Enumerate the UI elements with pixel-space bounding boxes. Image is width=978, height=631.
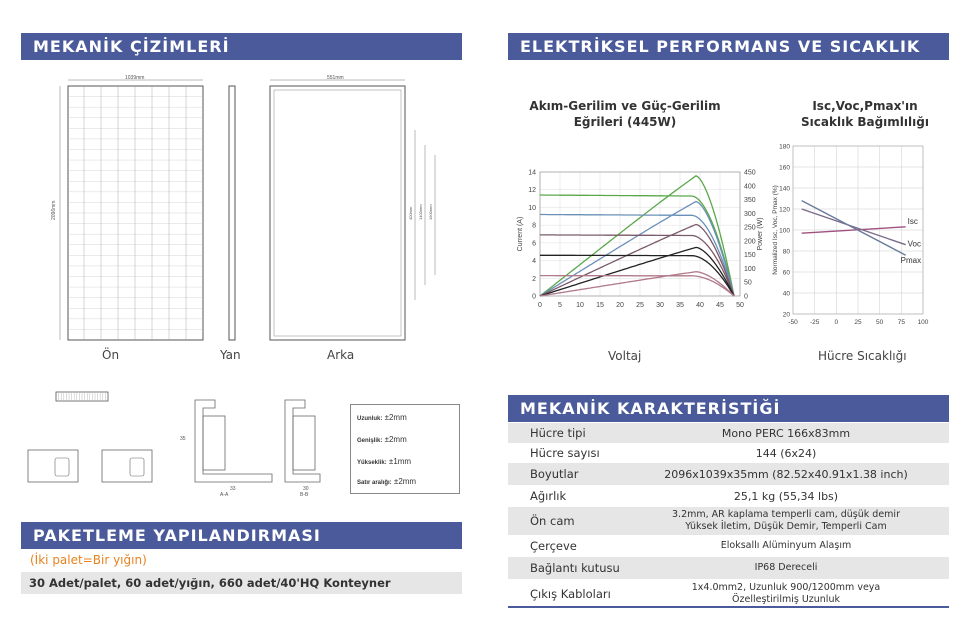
table-row <box>508 423 949 443</box>
back-dim-1: 400mm <box>408 206 413 220</box>
side-view-outline <box>229 86 235 340</box>
y-left-axis-label: Current (A) <box>517 216 524 252</box>
spec-key: Hücre tipi <box>508 423 623 443</box>
temp-xlabel: Hücre Sıcaklığı <box>818 349 907 363</box>
back-dim-2: 1400mm <box>418 204 423 220</box>
iv-chart <box>510 160 770 350</box>
table-row <box>508 485 949 507</box>
section-dim-height: 35 <box>180 436 186 442</box>
x-tick-label: 15 <box>596 302 604 309</box>
tolerance-row-spacing: Satır aralığı: ±2mm <box>357 477 417 486</box>
spec-key: Ağırlık <box>530 489 567 503</box>
mechanical-drawings-header: MEKANİK ÇİZİMLERİ <box>21 33 462 60</box>
x-tick-label: 40 <box>696 302 704 309</box>
spec-key: Çıkış Kabloları <box>530 587 611 601</box>
iv-chart-title: Akım-Gerilim ve Güç-Gerilim Eğrileri (445W) <box>529 99 721 129</box>
y-right-tick-label: 150 <box>744 252 756 260</box>
packaging-note: (İki palet=Bir yığın) <box>30 553 147 567</box>
front-view-label: Ön <box>102 348 120 362</box>
y-tick-label: 80 <box>782 248 790 256</box>
y-right-tick-label: 50 <box>744 279 752 287</box>
front-panel-rows <box>68 97 203 330</box>
table-row <box>508 557 949 579</box>
section-drawings <box>20 390 365 500</box>
x-tick-label: 75 <box>897 319 905 326</box>
electrical-performance-header: ELEKTRİKSEL PERFORMANS VE SICAKLIK <box>508 33 949 60</box>
tolerance-length: Uzunluk: ±2mm <box>357 413 407 422</box>
mechanical-specs-header: MEKANİK KARAKTERİSTİĞİ <box>508 395 949 422</box>
section-aa-label: A-A <box>220 492 229 498</box>
spec-value: 3.2mm, AR kaplama temperli cam, düşük demir Yüksek İletim, Düşük Demir, Temperli Cam <box>623 507 949 535</box>
x-tick-label: 25 <box>636 302 644 309</box>
y-left-tick-label: 12 <box>528 187 536 195</box>
table-row <box>508 535 949 557</box>
y-tick-label: 180 <box>779 143 790 151</box>
spec-key: Boyutlar <box>508 463 623 485</box>
detail-middle <box>102 450 152 482</box>
table-row <box>508 443 949 463</box>
y-axis-label: Normalized Isc, Voc, Pmax (%) <box>772 185 779 275</box>
spec-key: Ön cam <box>508 507 623 535</box>
packaging-detail: 30 Adet/palet, 60 adet/yığın, 660 adet/40'HQ Konteyner <box>21 572 462 594</box>
series-label-isc: Isc <box>907 216 918 226</box>
series-label-voc: Voc <box>907 239 922 249</box>
spec-value: 25,1 kg (55,34 lbs) <box>733 489 839 503</box>
x-tick-label: -50 <box>788 319 798 326</box>
tolerance-height: Yükseklik: ±1mm <box>357 457 412 466</box>
iv-xlabel: Voltaj <box>608 349 642 363</box>
y-tick-label: 100 <box>779 227 790 235</box>
x-tick-label: 5 <box>558 302 562 309</box>
y-left-tick-label: 8 <box>532 222 536 230</box>
y-right-tick-label: 350 <box>744 197 756 205</box>
y-right-tick-label: 250 <box>744 224 756 232</box>
back-dim-3: 1900mm <box>428 204 433 220</box>
x-tick-label: -25 <box>809 319 820 326</box>
spec-key: Hücre sayısı <box>530 446 600 460</box>
x-tick-label: 20 <box>616 302 624 309</box>
x-tick-label: 30 <box>656 302 664 309</box>
y-tick-label: 120 <box>779 206 790 214</box>
y-left-tick-label: 0 <box>532 293 536 301</box>
series-line-voc <box>802 209 906 245</box>
x-tick-label: 35 <box>676 302 684 309</box>
back-width-dim: 551mm <box>327 75 344 81</box>
x-tick-label: 10 <box>576 302 584 309</box>
y-right-tick-label: 300 <box>744 210 756 218</box>
panel-drawings <box>0 70 462 370</box>
spec-key: Bağlantı kutusu <box>508 557 623 579</box>
packaging-header: PAKETLEME YAPILANDIRMASI <box>21 522 462 549</box>
tolerance-width: Genişlik: ±2mm <box>357 435 407 444</box>
spec-value: Eloksallı Alüminyum Alaşım <box>720 540 852 551</box>
y-right-axis-label: Power (W) <box>757 217 764 251</box>
x-tick-label: 50 <box>876 319 884 326</box>
x-tick-label: 50 <box>736 302 744 309</box>
section-bb-label: B-B <box>300 492 309 498</box>
y-tick-label: 40 <box>782 290 790 298</box>
y-tick-label: 60 <box>782 269 790 277</box>
y-left-tick-label: 10 <box>528 204 536 212</box>
table-bottom-rule <box>508 606 949 608</box>
spec-value: 1x4.0mm2, Uzunluk 900/1200mm veya Özelleştirilmiş Uzunluk <box>691 582 881 605</box>
mechanical-specs-table <box>508 423 949 609</box>
y-right-tick-label: 450 <box>744 169 756 177</box>
side-view-label: Yan <box>220 348 241 362</box>
table-row <box>508 463 949 485</box>
y-right-tick-label: 400 <box>744 183 756 191</box>
x-tick-label: 0 <box>538 302 542 309</box>
spec-value: 2096x1039x35mm (82.52x40.91x1.38 inch) <box>623 463 949 485</box>
y-tick-label: 160 <box>779 164 790 172</box>
y-tick-label: 20 <box>782 311 790 319</box>
series-label-pmax: Pmax <box>900 256 922 266</box>
spec-value: Mono PERC 166x83mm <box>623 423 949 443</box>
spec-value: IP68 Dereceli <box>623 557 949 579</box>
x-tick-label: 25 <box>854 319 862 326</box>
y-left-tick-label: 4 <box>532 258 536 266</box>
temp-chart <box>768 140 943 350</box>
back-panel-outline <box>270 86 405 340</box>
spec-value: 144 (6x24) <box>755 446 817 460</box>
detail-left <box>28 450 78 482</box>
y-right-tick-label: 0 <box>744 293 748 301</box>
y-tick-label: 140 <box>779 185 790 193</box>
y-right-tick-label: 100 <box>744 265 756 273</box>
x-tick-label: 100 <box>917 319 929 326</box>
y-right-tick-label: 200 <box>744 238 756 246</box>
x-tick-label: 45 <box>716 302 724 309</box>
section-dim-width-bb: 30 <box>303 486 309 492</box>
front-height-dim: 2096mm <box>51 200 57 220</box>
y-left-tick-label: 6 <box>532 240 536 248</box>
table-row <box>508 579 949 609</box>
back-view-label: Arka <box>327 348 355 362</box>
spec-key: Çerçeve <box>530 539 577 553</box>
y-left-tick-label: 2 <box>532 275 536 283</box>
x-tick-label: 0 <box>834 319 839 326</box>
front-width-dim: 1039mm <box>125 75 145 81</box>
tolerance-box <box>350 404 460 494</box>
section-dim-width-aa: 33 <box>230 486 236 492</box>
temp-chart-title: Isc,Voc,Pmax'ın Sıcaklık Bağımlılığı <box>801 99 929 129</box>
table-row <box>508 507 949 535</box>
y-left-tick-label: 14 <box>528 169 536 177</box>
